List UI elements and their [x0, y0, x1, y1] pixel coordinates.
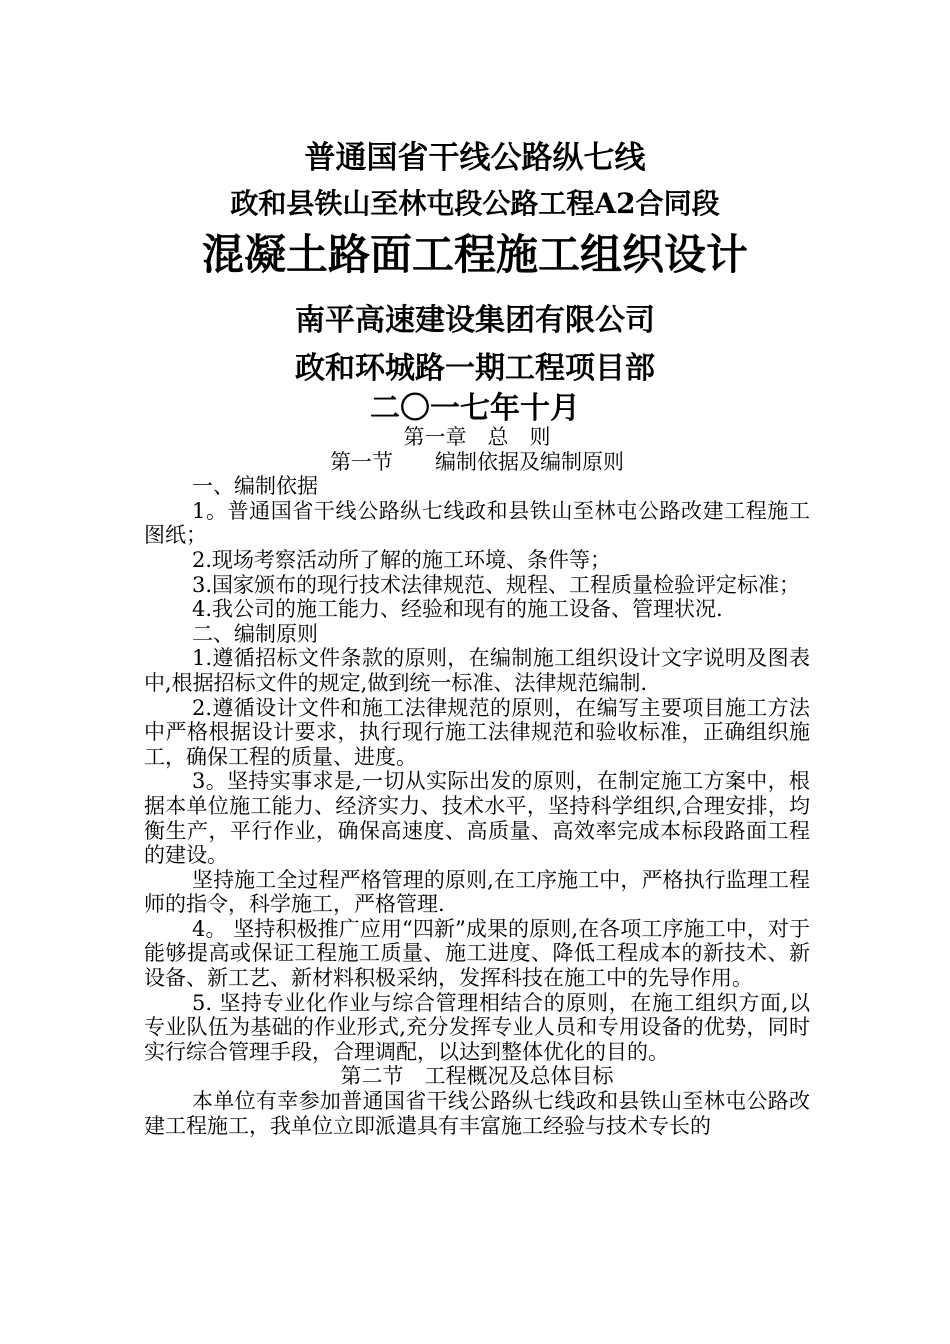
project-line-1: 普通国省干线公路纵七线	[304, 140, 646, 176]
section-title: 第二节 工程概况及总体目标	[340, 1064, 614, 1089]
chapter-title: 第一章 总 则	[403, 425, 551, 449]
basis-item: 3.国家颁布的现行技术法律规范、规程、工程质量检验评定标准；	[192, 572, 801, 597]
principle-item: 4。 坚持积极推广应用“四新”成果的原则,在各项工序施工中，对于能够提高或保证工程施工质量、施工进度、降低工程成本的新技术、新设备、新工艺、新材料积极采纳，发挥科技在施工中的先导作用。	[144, 916, 810, 991]
overview-paragraph: 本单位有幸参加普通国省干线公路纵七线政和县铁山至林屯公路改建工程施工，我单位立即派遣具有丰富施工经验与技术专长的	[144, 1089, 810, 1138]
department-name: 政和环城路一期工程项目部	[295, 351, 655, 386]
principles-heading: 二、编制原则	[192, 621, 318, 646]
document-body	[144, 425, 810, 1138]
principle-item: 1.遵循招标文件条款的原则，在编制施工组织设计文字说明及图表中,根据招标文件的规定,做到统一标准、法律规范编制.	[144, 646, 810, 695]
basis-item: 2.现场考察活动所了解的施工环境、条件等；	[192, 547, 612, 572]
principle-item: 2.遵循设计文件和施工法律规范的原则，在编写主要项目施工方法中严格根据设计要求，执行现行施工法律规范和验收标准，正确组织施工，确保工程的质量、进度。	[144, 695, 810, 769]
principle-item: 3。坚持实事求是,一切从实际出发的原则，在制定施工方案中，根据本单位施工能力、经济实力、技术水平，坚持科学组织,合理安排，均衡生产，平行作业，确保高速度、高质量、高效率完成本标段路面工程的建设。	[144, 769, 810, 868]
section-title: 第一节 编制依据及编制原则	[330, 449, 624, 474]
principle-item: 5. 坚持专业化作业与综合管理相结合的原则，在施工组织方面,以专业队伍为基础的作业形式,充分发挥专业人员和专用设备的优势，同时实行综合管理手段，合理调配，以达到整体优化的目的。	[144, 990, 810, 1064]
document-main-title: 混凝土路面工程施工组织设计	[201, 230, 748, 279]
basis-item: 4.我公司的施工能力、经验和现有的施工设备、管理状况.	[192, 597, 723, 622]
document-date: 二〇一七年十月	[370, 391, 580, 426]
company-name: 南平高速建设集团有限公司	[295, 303, 655, 338]
basis-item: 1。普通国省干线公路纵七线政和县铁山至林屯公路改建工程施工图纸；	[144, 498, 810, 548]
principle-item: 坚持施工全过程严格管理的原则,在工序施工中，严格执行监理工程师的指令，科学施工，严格管理.	[144, 867, 810, 917]
basis-heading: 一、编制依据	[192, 474, 318, 499]
project-line-2: 政和县铁山至林屯段公路工程A2合同段	[230, 187, 720, 220]
